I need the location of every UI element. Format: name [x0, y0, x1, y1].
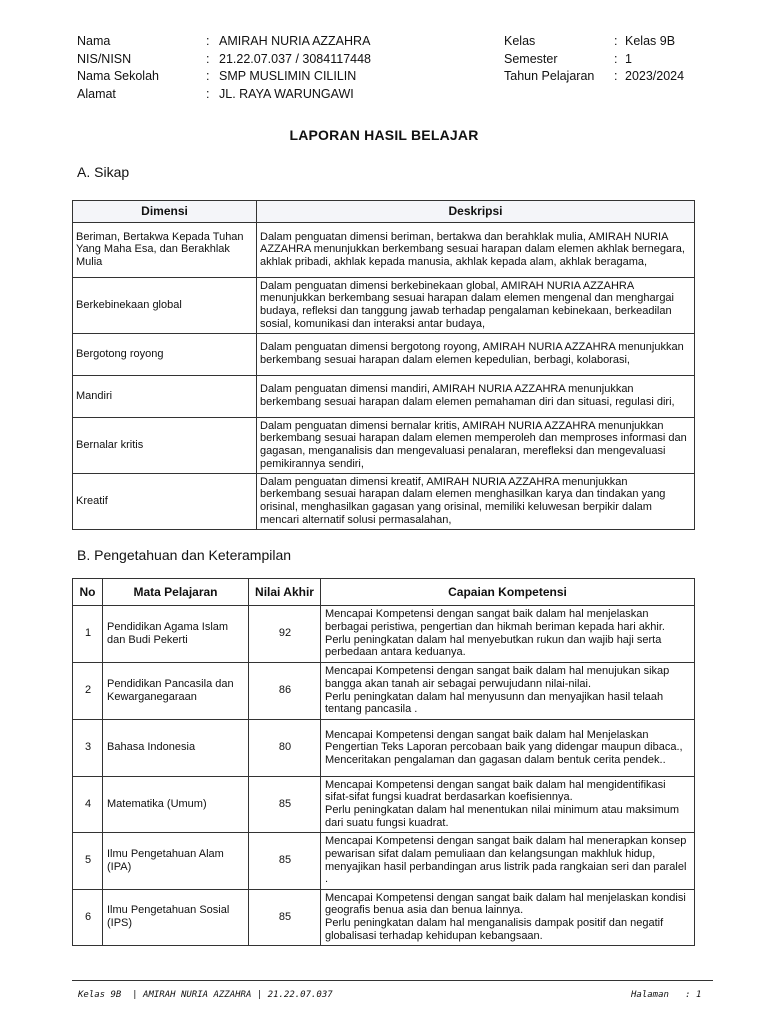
colon: :: [206, 86, 210, 101]
alamat-value: JL. RAYA WARUNGAWI: [219, 86, 354, 101]
column-header-capaian: Capaian Kompetensi: [321, 579, 695, 606]
nilai-cell: 80: [249, 720, 321, 777]
table-row: [73, 777, 695, 833]
nilai-cell: 85: [249, 833, 321, 890]
colon: :: [206, 69, 210, 83]
table-row: [73, 606, 695, 663]
nilai-table: [72, 578, 695, 946]
table-row: [73, 720, 695, 777]
deskripsi-cell: Dalam penguatan dimensi mandiri, AMIRAH NURIA AZZAHRA menunjukkan berkembang sesuai harapan dalam elemen pemahaman diri dan situasi, regulasi diri,: [257, 376, 695, 418]
sekolah-value: SMP MUSLIMIN CILILIN: [219, 69, 357, 83]
table-row: [73, 334, 695, 376]
section-heading-sikap: A. Sikap: [77, 164, 130, 180]
alamat-label: Alamat: [77, 86, 116, 101]
info-row: [77, 51, 697, 69]
capaian-cell: Mencapai Kompetensi dengan sangat baik dalam hal mengidentifikasi sifat-sifat fungsi kuadrat berdasarkan koefisiennya. Perlu peningkatan dalam hal menentukan nilai minimum atau maksimum dari suatu fungsi kuadrat.: [321, 777, 695, 833]
deskripsi-cell: Dalam penguatan dimensi bergotong royong, AMIRAH NURIA AZZAHRA menunjukkan berkembang sesuai harapan dalam elemen kepedulian, berbagi, kolaborasi,: [257, 334, 695, 376]
student-info: [77, 33, 697, 103]
table-row: [73, 474, 695, 530]
nama-label: Nama: [77, 34, 111, 48]
semester-label: Semester: [504, 51, 558, 66]
dimensi-cell: Kreatif: [73, 474, 257, 530]
dimensi-cell: Mandiri: [73, 376, 257, 418]
sekolah-label: Nama Sekolah: [77, 69, 159, 83]
table-row: [73, 663, 695, 720]
table-row: [73, 418, 695, 474]
kelas-value: Kelas 9B: [625, 34, 676, 48]
mapel-cell: Bahasa Indonesia: [103, 720, 249, 777]
capaian-cell: Mencapai Kompetensi dengan sangat baik dalam hal menujukan sikap bangga akan tanah air sebagai perwujudann nilai-nilai. Perlu peningkatan dalam hal menyusunn dan menyajikan hasil telaah tentang pancasila .: [321, 663, 695, 720]
nilai-cell: 85: [249, 777, 321, 833]
column-header-no: No: [73, 579, 103, 606]
nilai-cell: 92: [249, 606, 321, 663]
no-cell: 1: [73, 606, 103, 663]
dimensi-cell: Bergotong royong: [73, 334, 257, 376]
mapel-cell: Ilmu Pengetahuan Alam (IPA): [103, 833, 249, 890]
info-row: [77, 86, 697, 104]
mapel-cell: Matematika (Umum): [103, 777, 249, 833]
no-cell: 6: [73, 890, 103, 946]
nilai-cell: 86: [249, 663, 321, 720]
report-title: LAPORAN HASIL BELAJAR: [289, 127, 479, 143]
column-header-dimensi: Dimensi: [73, 201, 257, 223]
no-cell: 4: [73, 777, 103, 833]
tahun-label: Tahun Pelajaran: [504, 69, 595, 83]
colon: :: [614, 51, 618, 66]
capaian-cell: Mencapai Kompetensi dengan sangat baik dalam hal menjelaskan berbagai peristiwa, pengertian dan hikmah beriman kepada hari akhir. Perlu peningkatan dalam hal menyebutkan rukun dan wajib haji serta perbedaan antara keduanya.: [321, 606, 695, 663]
mapel-cell: Pendidikan Agama Islam dan Budi Pekerti: [103, 606, 249, 663]
deskripsi-cell: Dalam penguatan dimensi kreatif, AMIRAH NURIA AZZAHRA menunjukkan berkembang sesuai harapan dalam elemen menghasilkan karya dan tindakan yang orisinal, menghasilkan gagasan yang orisinal, memiliki keluwesan berpikir dalam mencari alternatif solusi permasalahan,: [257, 474, 695, 530]
nilai-cell: 85: [249, 890, 321, 946]
info-row: [77, 68, 697, 86]
deskripsi-cell: Dalam penguatan dimensi beriman, bertakwa dan berahklak mulia, AMIRAH NURIA AZZAHRA menunjukkan berkembang sesuai harapan dalam elemen akhlak bernegara, akhlak pribadi, akhlak kepada manusia, akhlak kepada alam, akhlak beragama,: [257, 223, 695, 278]
footer-page-number: Halaman : 1: [631, 990, 702, 1000]
info-row: [77, 33, 697, 51]
colon: :: [614, 34, 618, 48]
capaian-cell: Mencapai Kompetensi dengan sangat baik dalam hal Menjelaskan Pengertian Teks Laporan percobaan baik yang didengar maupun dibaca., Menceritakan pengalaman dan gagasan dalam bentuk cerita pendek..: [321, 720, 695, 777]
deskripsi-cell: Dalam penguatan dimensi berkebinekaan global, AMIRAH NURIA AZZAHRA menunjukkan berkembang sesuai harapan dalam elemen mengenal dan menghargai budaya, refleksi dan tanggung jawab terhadap pengalaman kebinekaan, berkeadilan sosial, komunikasi dan interaksi antar budaya,: [257, 278, 695, 334]
section-heading-pengetahuan: B. Pengetahuan dan Keterampilan: [77, 547, 292, 563]
no-cell: 2: [73, 663, 103, 720]
table-row: [73, 278, 695, 334]
table-row: [73, 890, 695, 946]
capaian-cell: Mencapai Kompetensi dengan sangat baik dalam hal menerapkan konsep pewarisan sifat dalam pemuliaan dan kelangsungan makhluk hidup, menyajikan hasil perbandingan arus listrik pada rangkaian seri dan paralel .: [321, 833, 695, 890]
deskripsi-cell: Dalam penguatan dimensi bernalar kritis, AMIRAH NURIA AZZAHRA menunjukkan berkembang sesuai harapan dalam elemen memperoleh dan memproses informasi dan gagasan, menganalisis dan mengevaluasi penalaran, merefleksi dan mengevaluasi pemikirannya sendiri,: [257, 418, 695, 474]
mapel-cell: Ilmu Pengetahuan Sosial (IPS): [103, 890, 249, 946]
table-header-row: [73, 579, 695, 606]
kelas-label: Kelas: [504, 34, 536, 48]
column-header-mapel: Mata Pelajaran: [103, 579, 249, 606]
table-row: [73, 376, 695, 418]
capaian-cell: Mencapai Kompetensi dengan sangat baik dalam hal menjelaskan kondisi geografis benua asia dan benua lainnya. Perlu peningkatan dalam hal menganalisis dampak positif dan negatif globalisasi terhadap kehidupan kebangsaan.: [321, 890, 695, 946]
tahun-value: 2023/2024: [625, 69, 685, 83]
dimensi-cell: Bernalar kritis: [73, 418, 257, 474]
column-header-deskripsi: Deskripsi: [257, 201, 695, 223]
footer-divider: [72, 980, 713, 981]
nisn-value: 21.22.07.037 / 3084117448: [219, 51, 371, 66]
nisn-label: NIS/NISN: [77, 51, 132, 66]
dimensi-cell: Berkebinekaan global: [73, 278, 257, 334]
colon: :: [206, 34, 210, 48]
table-header-row: [73, 201, 695, 223]
semester-value: 1: [625, 51, 632, 66]
table-row: [73, 223, 695, 278]
no-cell: 3: [73, 720, 103, 777]
footer-student-info: Kelas 9B | AMIRAH NURIA AZZAHRA | 21.22.07.037: [78, 990, 333, 1000]
no-cell: 5: [73, 833, 103, 890]
column-header-nilai: Nilai Akhir: [249, 579, 321, 606]
mapel-cell: Pendidikan Pancasila dan Kewarganegaraan: [103, 663, 249, 720]
table-row: [73, 833, 695, 890]
colon: :: [206, 51, 210, 66]
dimensi-cell: Beriman, Bertakwa Kepada Tuhan Yang Maha Esa, dan Berakhlak Mulia: [73, 223, 257, 278]
nama-value: AMIRAH NURIA AZZAHRA: [219, 34, 371, 48]
colon: :: [614, 69, 618, 83]
sikap-table: [72, 200, 695, 530]
